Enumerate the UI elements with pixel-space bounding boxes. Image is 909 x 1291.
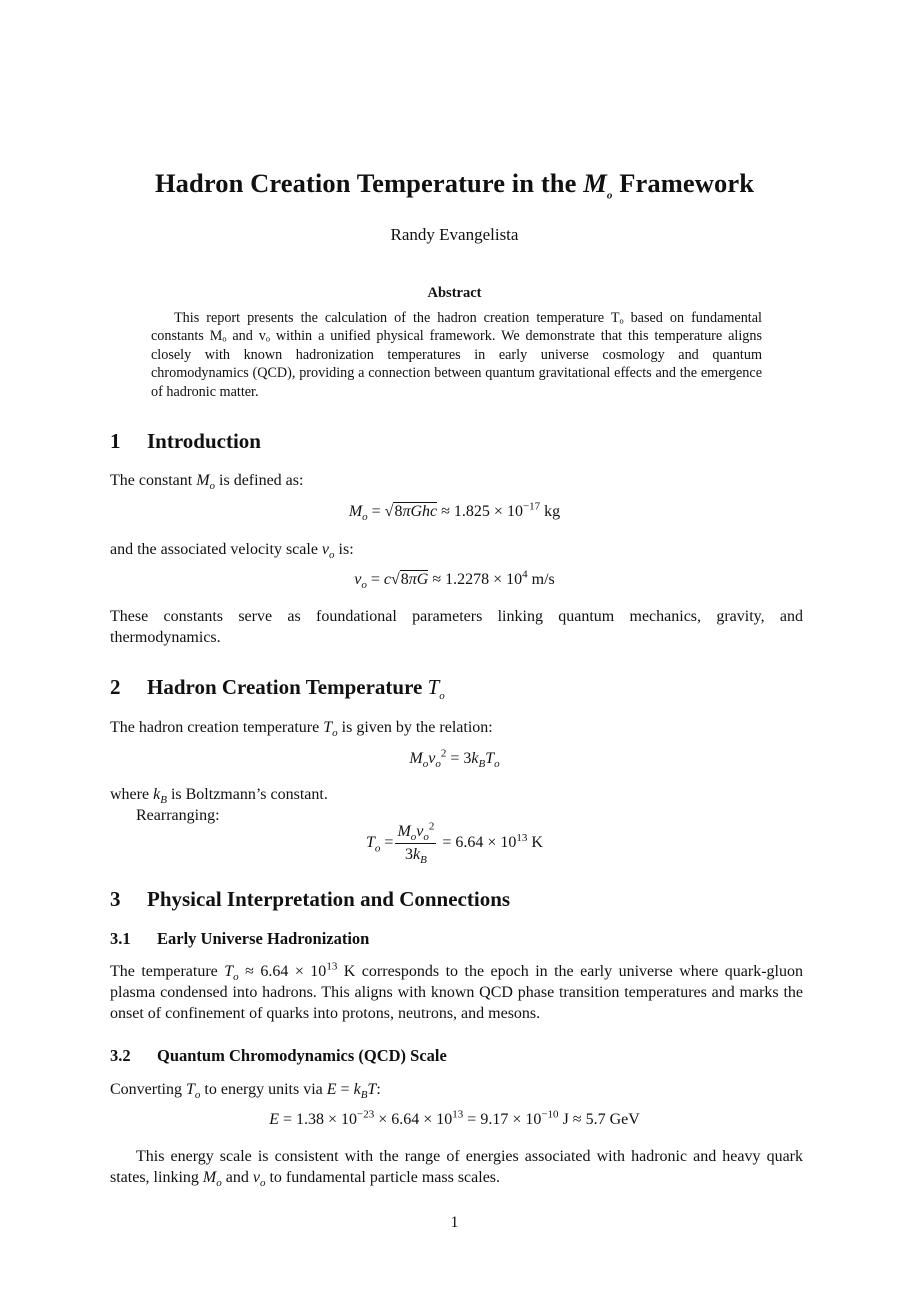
intro-paragraph-2: and the associated velocity scale $v_o$ is: (110, 541, 354, 562)
equation-vo: $v_o = c√8\pi G \approx 1.2278 \times 10^4$ m/s (354, 568, 555, 592)
equation-to: $T_o$ = $\frac{M_ov_o^2}{3k_B}$ = $6.64 \times 10^{13}$ K (366, 820, 543, 867)
section31-paragraph: The temperature $T_o \approx 6.64 \times 10^{13}$ K corresponds to the epoch in the early universe where quark-gluon plasma condensed into hadrons. This aligns with known QCD phase transition temperatures and marks the onset of confinement of quarks into protons, neutrons, and mesons. (110, 960, 803, 1022)
section2-paragraph-1: The hadron creation temperature $T_o$ is given by the relation: (110, 719, 493, 740)
abstract-text: This report presents the calculation of the hadron creation temperature Tₒ based on fundamental constants Mₒ and vₒ within a unified physical framework. We demonstrate that this temperature aligns closely with known hadronization temperatures in early universe cosmology and quantum chromodynamics (QCD), providing a connection between quantum gravitational effects and the emergence of hadronic matter. (151, 310, 762, 400)
section2-paragraph-2: where $k_B$ is Boltzmann’s constant. (110, 786, 328, 807)
author-name: Randy Evangelista (390, 225, 519, 244)
section32-paragraph-1: Converting $T_o$ to energy units via $E = k_BT$: (110, 1081, 381, 1102)
subsection-heading-early-universe: 3.1 Early Universe Hadronization (110, 929, 370, 948)
subsection-heading-qcd-scale: 3.2 Quantum Chromodynamics (QCD) Scale (110, 1046, 447, 1065)
intro-paragraph-3: These constants serve as foundational parameters linking quantum mechanics, gravity, and thermodynamics. (110, 608, 803, 646)
equation-mo: $M_o = √8\pi Ghc \approx 1.825 \times 10^{-17}$ kg (348, 500, 561, 524)
equation-relation: $M_ov_o^2 = 3k_BT_o$ (409, 747, 500, 771)
intro-paragraph-1: The constant $M_o$ is defined as: (110, 472, 304, 493)
section-heading-physical-interpretation: 3 Physical Interpretation and Connections (110, 887, 511, 911)
equation-energy: $E = 1.38 \times 10^{-23} \times 6.64 \times 10^{13} = 9.17 \times 10^{-10}$ J ≈ 5.7 GeV (269, 1108, 640, 1128)
section2-paragraph-3: Rearranging: (136, 807, 220, 824)
paper-title: Hadron Creation Temperature in the $M_o$ Framework (154, 168, 755, 202)
section-heading-hadron-creation-temperature: 2 Hadron Creation Temperature $T_o$ (110, 675, 445, 703)
section-heading-introduction: 1 Introduction (110, 429, 261, 453)
section32-paragraph-2: This energy scale is consistent with the range of energies associated with hadronic and heavy quark states, linking $M_o$ and $v_o$ to fundamental particle mass scales. (110, 1148, 803, 1190)
abstract-heading: Abstract (427, 285, 482, 301)
page-number: 1 (450, 1214, 459, 1231)
